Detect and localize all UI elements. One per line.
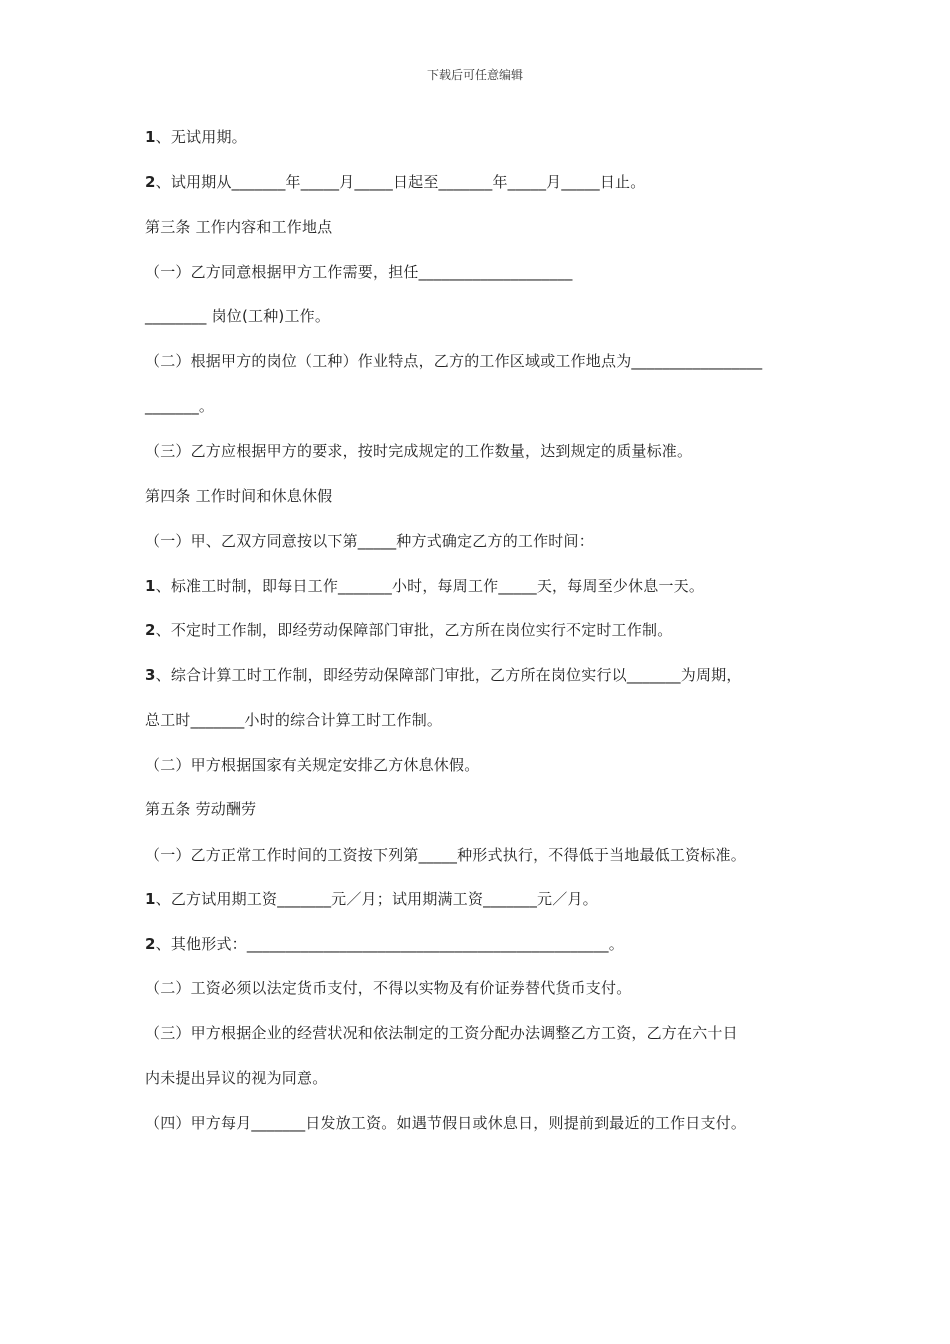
clause-item-no-probation: 1、无试用期。: [145, 128, 247, 146]
clause-4-2-rest-leave: （二）甲方根据国家有关规定安排乙方休息休假。: [145, 756, 480, 774]
clause-5-1-wage-form: （一）乙方正常工作时间的工资按下列第_____种形式执行，不得低于当地最低工资标准。: [145, 846, 746, 864]
clause-item-probation-period: 2、试用期从_______年_____月_____日起至_______年_____月_____日止。: [145, 173, 646, 191]
clause-4-1-flexible-hours: 2、不定时工作制，即经劳动保障部门审批，乙方所在岗位实行不定时工作制。: [145, 621, 673, 639]
article-3-heading: 第三条 工作内容和工作地点: [145, 218, 333, 236]
clause-3-3-quality: （三）乙方应根据甲方的要求，按时完成规定的工作数量，达到规定的质量标准。: [145, 442, 693, 460]
clause-5-4-pay-day: （四）甲方每月_______日发放工资。如遇节假日或休息日，则提前到最近的工作日支付。: [145, 1114, 747, 1132]
article-5-heading: 第五条 劳动酬劳: [145, 800, 257, 818]
article-4-heading: 第四条 工作时间和休息休假: [145, 487, 333, 505]
clause-5-2-currency: （二）工资必须以法定货币支付，不得以实物及有价证券替代货币支付。: [145, 979, 632, 997]
clause-5-1-other-form: 2、其他形式：_______________________________________________。: [145, 935, 624, 953]
clause-3-1-position: （一）乙方同意根据甲方工作需要，担任____________________: [145, 263, 573, 281]
clause-5-3-wage-adjustment: （三）甲方根据企业的经营状况和依法制定的工资分配办法调整乙方工资，乙方在六十日: [145, 1024, 738, 1042]
page-header-note: 下载后可任意编辑: [426, 68, 523, 82]
clause-3-2-work-location-cont: _______。: [145, 397, 215, 415]
clause-4-1-comprehensive-hours: 3、综合计算工时工作制，即经劳动保障部门审批，乙方所在岗位实行以_______为周期，: [145, 666, 742, 684]
clause-4-1-comprehensive-hours-cont: 总工时_______小时的综合计算工时工作制。: [145, 711, 443, 729]
clause-3-2-work-location: （二）根据甲方的岗位（工种）作业特点，乙方的工作区域或工作地点为_________________: [145, 352, 763, 370]
clause-4-1-working-time: （一）甲、乙双方同意按以下第_____种方式确定乙方的工作时间：: [145, 532, 594, 550]
clause-3-1-position-cont: ________ 岗位(工种)工作。: [145, 307, 331, 325]
clause-4-1-standard-hours: 1、标准工时制，即每日工作_______小时，每周工作_____天，每周至少休息一天。: [145, 577, 705, 595]
clause-5-1-probation-wage: 1、乙方试用期工资_______元／月；试用期满工资_______元／月。: [145, 890, 598, 908]
clause-5-3-wage-adjustment-cont: 内未提出异议的视为同意。: [145, 1069, 328, 1087]
